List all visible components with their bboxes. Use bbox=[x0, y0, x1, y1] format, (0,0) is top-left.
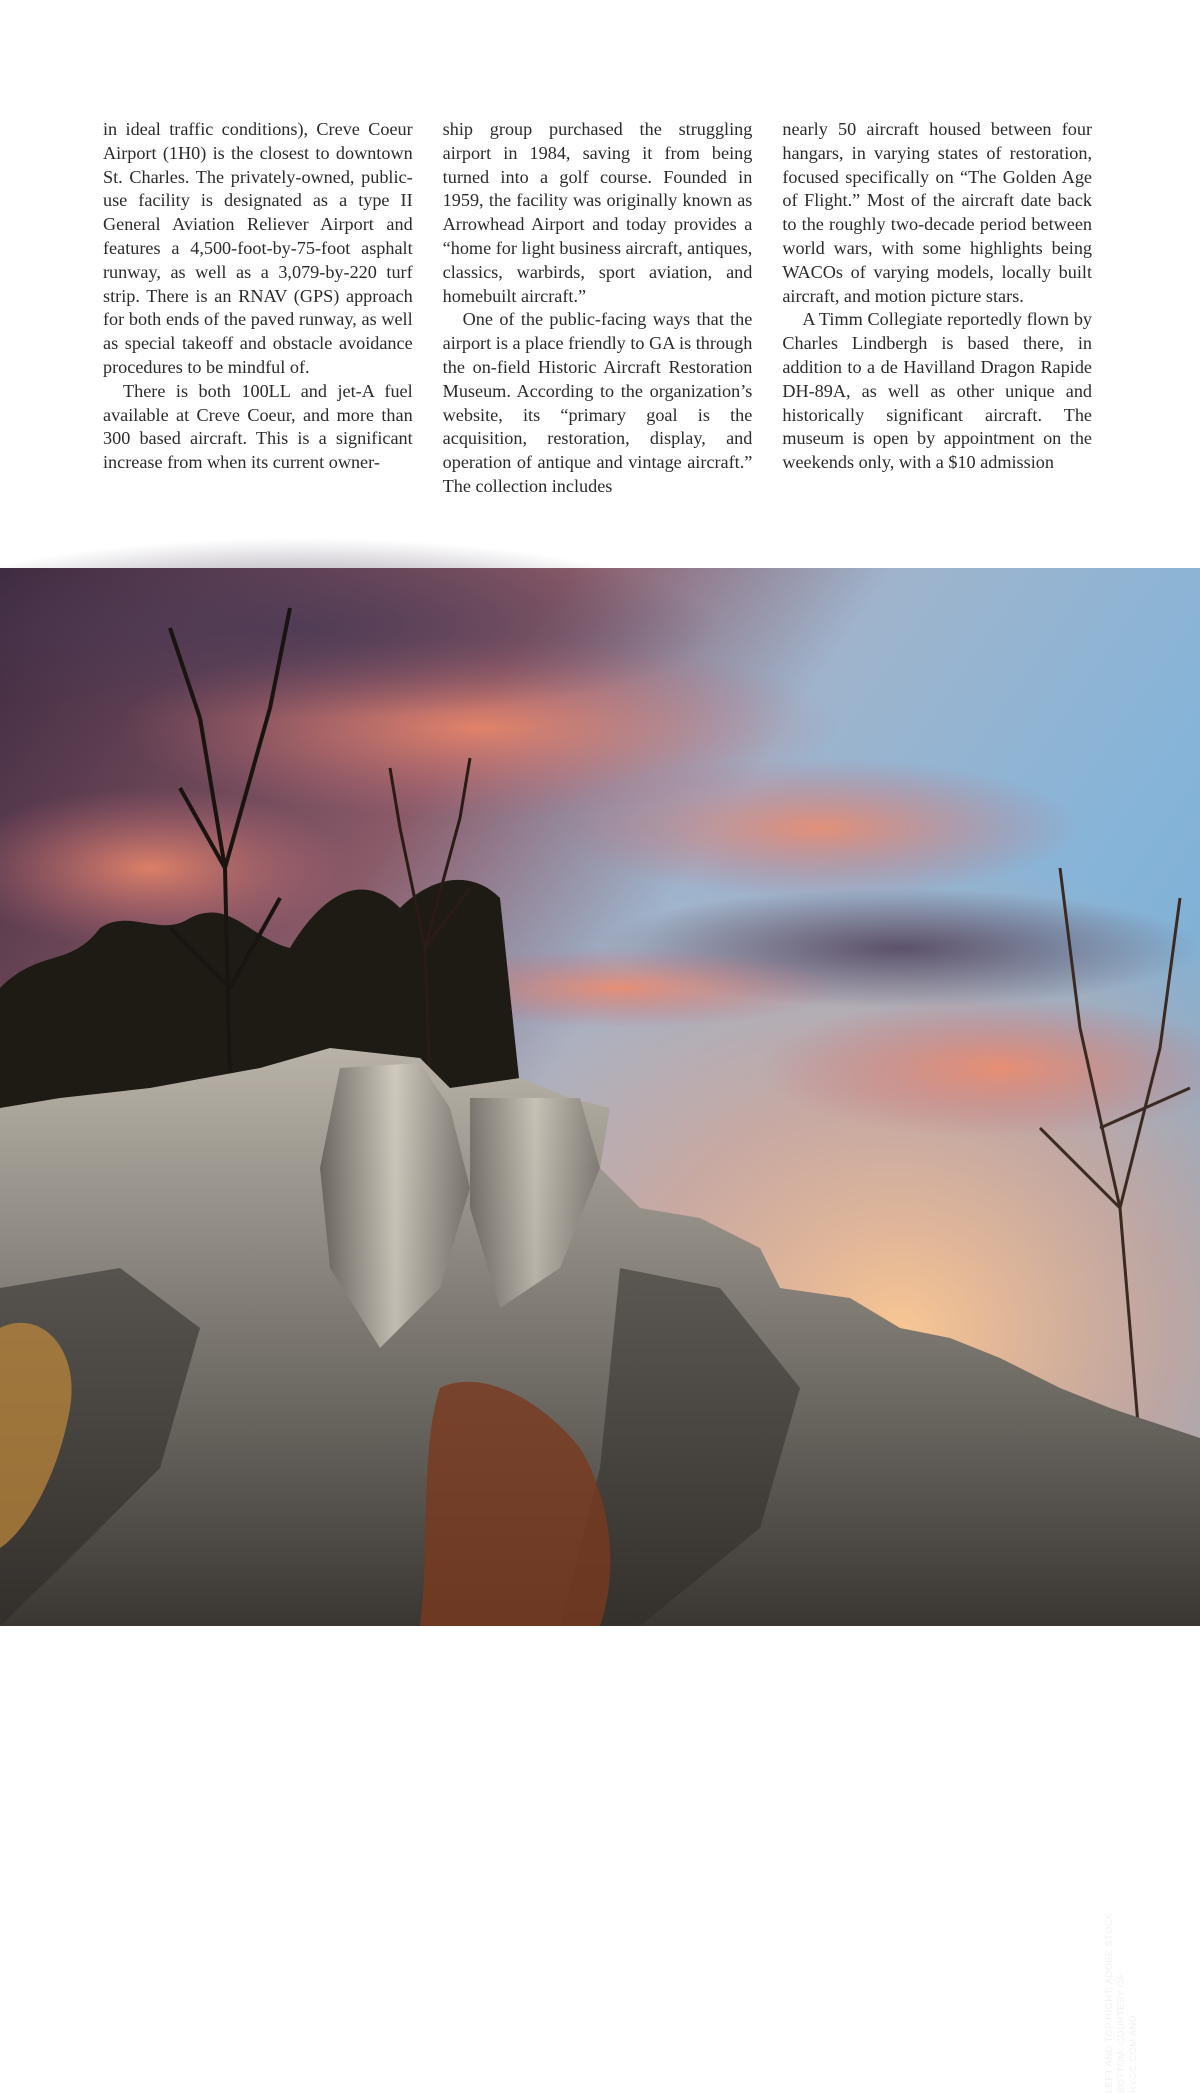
paragraph: in ideal traffic conditions), Creve Coeur Airport (1H0) is the closest to downtown St. Charles. The privately-owned, public-use facility is designated as a type II General Aviation Reliever Airport and features a 4,500-foot-by-75-foot asphalt runway, as well as a 3,079-by-220 turf strip. There is an RNAV (GPS) approach for both ends of the paved runway, as well as special takeoff and obstacle avoidance procedures to be mindful of. bbox=[103, 119, 413, 377]
paragraph: ship group purchased the struggling airport in 1984, saving it from being turned into a golf course. Founded in 1959, the facility was originally known as Arrowhead Airport and today provides a “home for light business aircraft, antiques, classics, warbirds, sport aviation, and homebuilt aircraft.” bbox=[442, 119, 753, 306]
article-body bbox=[103, 118, 1092, 508]
text-column-1 bbox=[103, 118, 413, 508]
bluff-sunset-photo bbox=[0, 568, 1200, 2093]
text-column-2 bbox=[443, 118, 753, 508]
paragraph: nearly 50 aircraft housed between four hangars, in varying states of restoration, focused specifically on “The Golden Age of Flight.” Most of the aircraft date back to the roughly two-decade period between world wars, with some highlights being WACOs of varying models, locally built aircraft, and motion picture stars. bbox=[782, 119, 1093, 306]
paragraph: There is both 100LL and jet-A fuel available at Creve Coeur, and more than 300 based aircraft. This is a significant increase from when its current owner- bbox=[103, 380, 413, 473]
cloud bbox=[560, 758, 1080, 898]
paragraph: A Timm Collegiate reportedly flown by Charles Lindbergh is based there, in addition to a de Havilland Dragon Rapide DH-89A, as well as other unique and historically significant aircraft. The museum is open by appointment on the weekends only, with a $10 admission bbox=[782, 309, 1093, 473]
credit-line: RYGC.COM AND bbox=[1128, 2015, 1139, 2093]
credit-line: LEFT AND TOP RIGHT: ADOBE STOCK bbox=[1104, 1912, 1115, 2093]
credit-line: BOTTOM: COURTESY OF bbox=[1116, 1973, 1127, 2093]
text-column-3 bbox=[782, 118, 1092, 508]
photo-credit bbox=[1104, 1863, 1140, 2093]
paragraph: One of the public-facing ways that the airport is a place friendly to GA is through the on-field Historic Aircraft Restoration Museum. According to the organization’s website, its “primary goal is the acquisition, restoration, display, and operation of antique and vintage aircraft.” The collection includes bbox=[442, 309, 753, 496]
